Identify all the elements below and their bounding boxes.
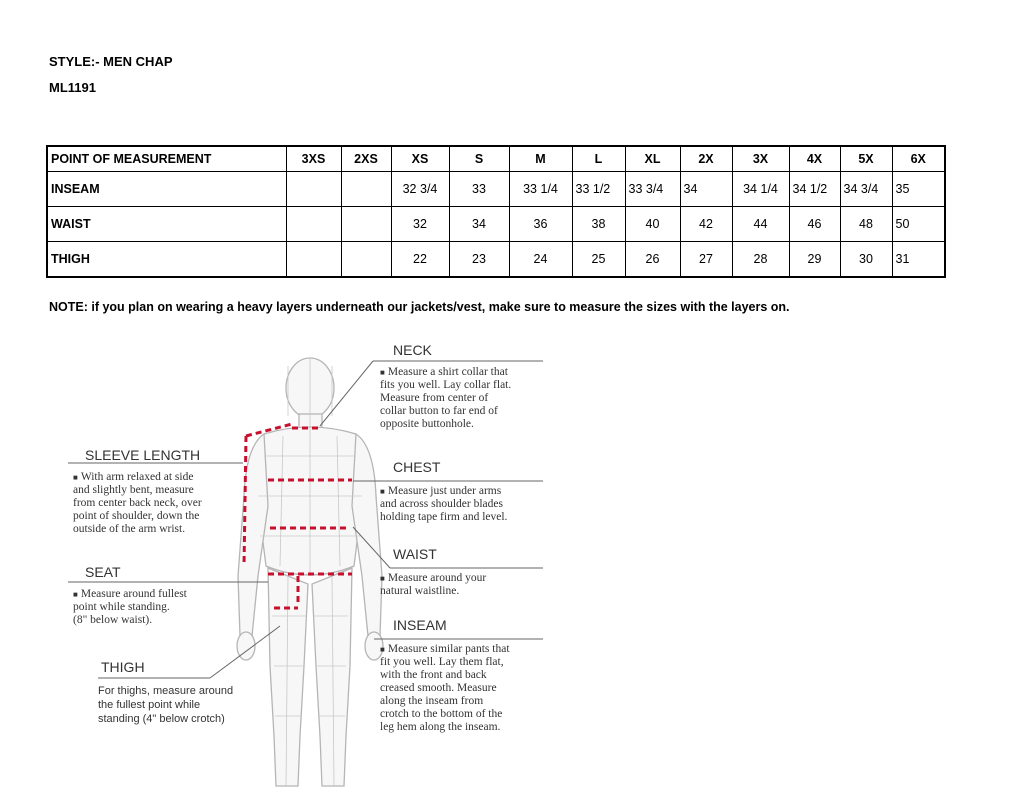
table-cell: 46: [789, 207, 840, 242]
col-header: 6X: [892, 146, 945, 172]
col-header: 5X: [840, 146, 892, 172]
col-header: 2X: [680, 146, 732, 172]
table-cell: 48: [840, 207, 892, 242]
table-cell: 23: [449, 242, 509, 278]
table-cell: 25: [572, 242, 625, 278]
table-row: [47, 172, 945, 207]
col-header: POINT OF MEASUREMENT: [47, 146, 286, 172]
table-cell: 34: [449, 207, 509, 242]
row-label: INSEAM: [47, 172, 286, 207]
table-cell: 50: [892, 207, 945, 242]
table-row: [47, 207, 945, 242]
table-cell: 36: [509, 207, 572, 242]
seat-description: ■ Measure around fullest point while standing. (8" below waist).: [73, 588, 187, 626]
table-cell: [341, 207, 391, 242]
col-header: S: [449, 146, 509, 172]
table-cell: 38: [572, 207, 625, 242]
neck-description: ■ Measure a shirt collar that fits you well. Lay collar flat. Measure from center of collar button to far end of opposite buttonhole.: [380, 366, 512, 430]
sleeve-length-label: SLEEVE LENGTH: [85, 447, 201, 463]
table-cell: 35: [892, 172, 945, 207]
col-header: L: [572, 146, 625, 172]
table-cell: [286, 207, 341, 242]
thigh-description: For thighs, measure around the fullest point while standing (4" below crotch): [98, 685, 234, 725]
col-header: M: [509, 146, 572, 172]
table-cell: 34 3/4: [840, 172, 892, 207]
table-cell: 33: [449, 172, 509, 207]
sleeve-length-description: ■ With arm relaxed at side and slightly bent, measure from center back neck, over point of shoulder, down the outside of the arm wrist.: [73, 471, 202, 535]
table-cell: 29: [789, 242, 840, 278]
col-header: XS: [391, 146, 449, 172]
measurement-diagram: [68, 336, 548, 806]
table-cell: [286, 242, 341, 278]
table-cell: 32 3/4: [391, 172, 449, 207]
layering-note: NOTE: if you plan on wearing a heavy layers underneath our jackets/vest, make sure to measure the sizes with the layers on.: [49, 300, 790, 314]
table-cell: 44: [732, 207, 789, 242]
col-header: 3X: [732, 146, 789, 172]
col-header: 4X: [789, 146, 840, 172]
row-label: THIGH: [47, 242, 286, 278]
table-cell: 33 3/4: [625, 172, 680, 207]
table-cell: [341, 172, 391, 207]
col-header: 2XS: [341, 146, 391, 172]
table-cell: 34: [680, 172, 732, 207]
size-chart-table: [46, 145, 946, 278]
neck-label: NECK: [393, 342, 432, 358]
table-cell: 32: [391, 207, 449, 242]
row-label: WAIST: [47, 207, 286, 242]
table-row: [47, 242, 945, 278]
style-title: STYLE:- MEN CHAP: [49, 54, 173, 69]
table-cell: 22: [391, 242, 449, 278]
chest-description: ■ Measure just under arms and across shoulder blades holding tape firm and level.: [380, 485, 508, 523]
table-cell: 30: [840, 242, 892, 278]
table-cell: 42: [680, 207, 732, 242]
table-cell: [286, 172, 341, 207]
inseam-description: ■ Measure similar pants that fit you well. Lay them flat, with the front and back creased smooth. Measure along the inseam from crotch to the bottom of the leg hem along the inseam.: [380, 643, 510, 733]
table-cell: 34 1/4: [732, 172, 789, 207]
table-header-row: [47, 146, 945, 172]
table-cell: 33 1/4: [509, 172, 572, 207]
seat-label: SEAT: [85, 564, 121, 580]
table-cell: 24: [509, 242, 572, 278]
table-cell: 34 1/2: [789, 172, 840, 207]
waist-label: WAIST: [393, 546, 437, 562]
table-cell: 26: [625, 242, 680, 278]
table-cell: 27: [680, 242, 732, 278]
chest-label: CHEST: [393, 459, 441, 475]
style-code: ML1191: [49, 80, 96, 95]
table-cell: 31: [892, 242, 945, 278]
thigh-label: THIGH: [101, 659, 145, 675]
table-cell: 33 1/2: [572, 172, 625, 207]
table-cell: 40: [625, 207, 680, 242]
table-cell: 28: [732, 242, 789, 278]
col-header: XL: [625, 146, 680, 172]
table-cell: [341, 242, 391, 278]
col-header: 3XS: [286, 146, 341, 172]
inseam-label: INSEAM: [393, 617, 447, 633]
waist-description: ■ Measure around your natural waistline.: [380, 572, 487, 597]
